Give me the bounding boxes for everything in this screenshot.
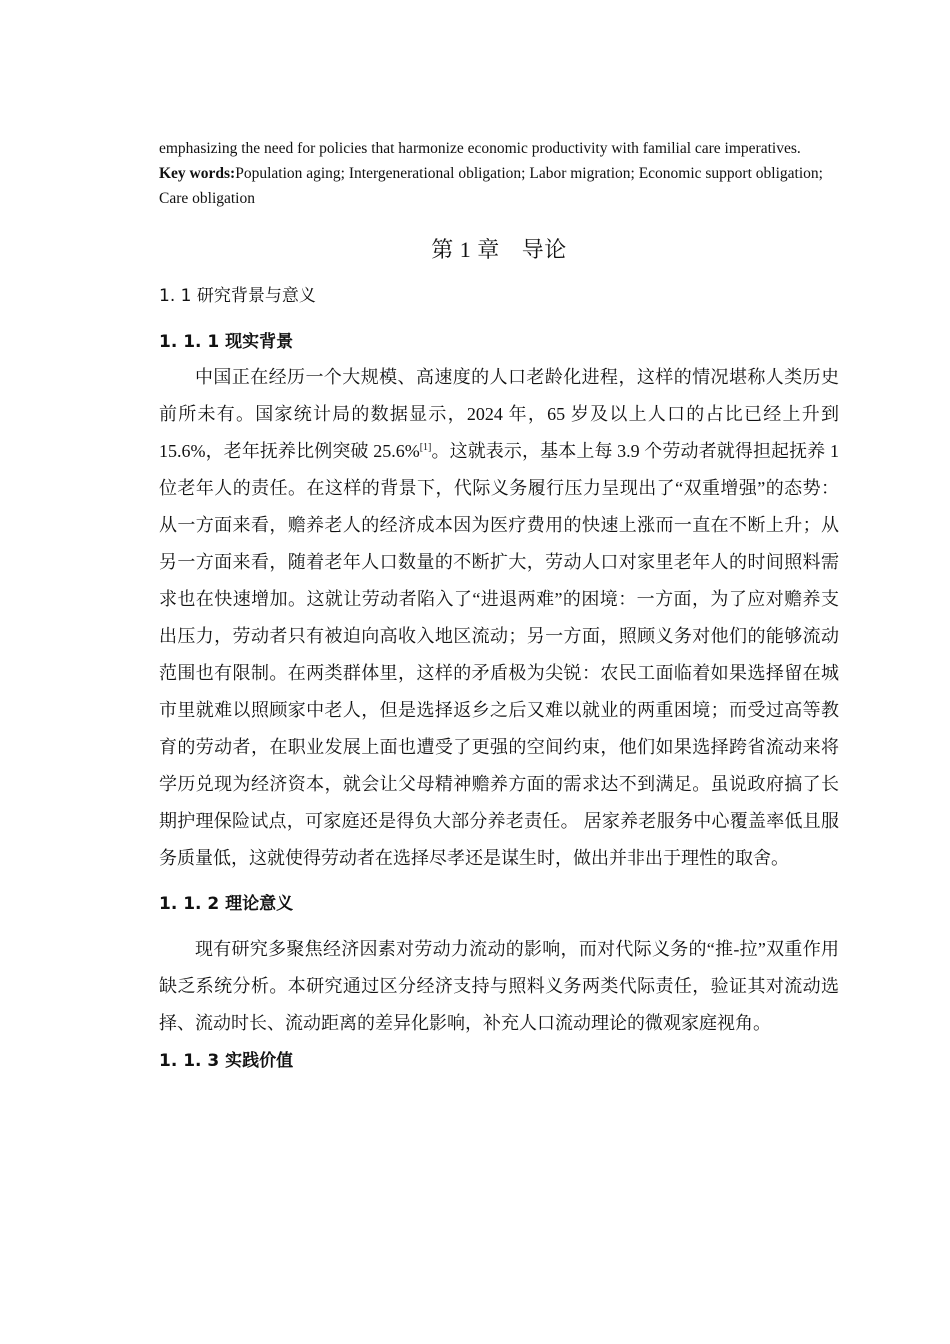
chapter-number: 第 1 章 bbox=[431, 237, 500, 262]
paragraph-theory: 现有研究多聚焦经济因素对劳动力流动的影响，而对代际义务的“推-拉”双重作用缺乏系统分析。本研究通过区分经济支持与照料义务两类代际责任，验证其对流动选择、流动时长、流动距离的差异化影响，补充人口流动理论的微观家庭视角。 bbox=[159, 939, 839, 1033]
paragraph-background bbox=[159, 359, 839, 877]
paragraph-background-part2: 。这就表示，基本上每 3.9 个劳动者就得担起抚养 1 位老年人的责任。在这样的背景下，代际义务履行压力呈现出了“双重增强”的态势：从一方面来看，赡养老人的经济成本因为医疗费用的快速上涨而一直在不断上升；从另一方面来看，随着老年人口数量的不断扩大，劳动人口对家里老年人的时间照料需求也在快速增加。这就让劳动者陷入了“进退两难”的困境：一方面，为了应对赡养支出压力，劳动者只有被迫向高收入地区流动；另一方面，照顾义务对他们的能够流动范围也有限制。在两类群体里，这样的矛盾极为尖锐：农民工面临着如果选择留在城市里就难以照顾家中老人，但是选择返乡之后又难以就业的两重困境；而受过高等教育的劳动者，在职业发展上面也遭受了更强的空间约束，他们如果选择跨省流动来将学历兑现为经济资本，就会让父母精神赡养方面的需求达不到满足。虽说政府搞了长期护理保险试点，可家庭还是得负大部分养老责任。 居家养老服务中心覆盖率低且服务质量低，这就使得劳动者在选择尽孝还是谋生时，做出并非出于理性的取舍。 bbox=[159, 441, 839, 868]
section-heading-1-1-1: 1. 1. 1 现实背景 bbox=[159, 332, 294, 352]
document-page bbox=[159, 136, 839, 1074]
chapter-title bbox=[159, 235, 839, 265]
paragraph-background-part1: 中国正在经历一个大规模、高速度的人口老龄化进程，这样的情况堪称人类历史前所未有。国家统计局的数据显示，2024 年，65 岁及以上人口的占比已经上升到 15.6%，老年抚养比例突破 25.6% bbox=[159, 367, 839, 461]
chapter-name: 导论 bbox=[521, 237, 567, 262]
keywords-text: Population aging; Intergenerational obligation; Labor migration; Economic support obligation; Care obligation bbox=[159, 165, 823, 207]
section-heading-1-1: 1. 1 研究背景与意义 bbox=[159, 286, 316, 306]
keywords-label: Key words: bbox=[159, 165, 236, 182]
section-heading-1-1-2: 1. 1. 2 理论意义 bbox=[159, 894, 294, 914]
abstract-continuation: emphasizing the need for policies that harmonize economic productivity with familial care imperatives. bbox=[159, 140, 801, 157]
section-heading-1-1-3: 1. 1. 3 实践价值 bbox=[159, 1051, 294, 1071]
keywords-line bbox=[159, 161, 839, 211]
citation-ref: [1] bbox=[419, 442, 432, 453]
